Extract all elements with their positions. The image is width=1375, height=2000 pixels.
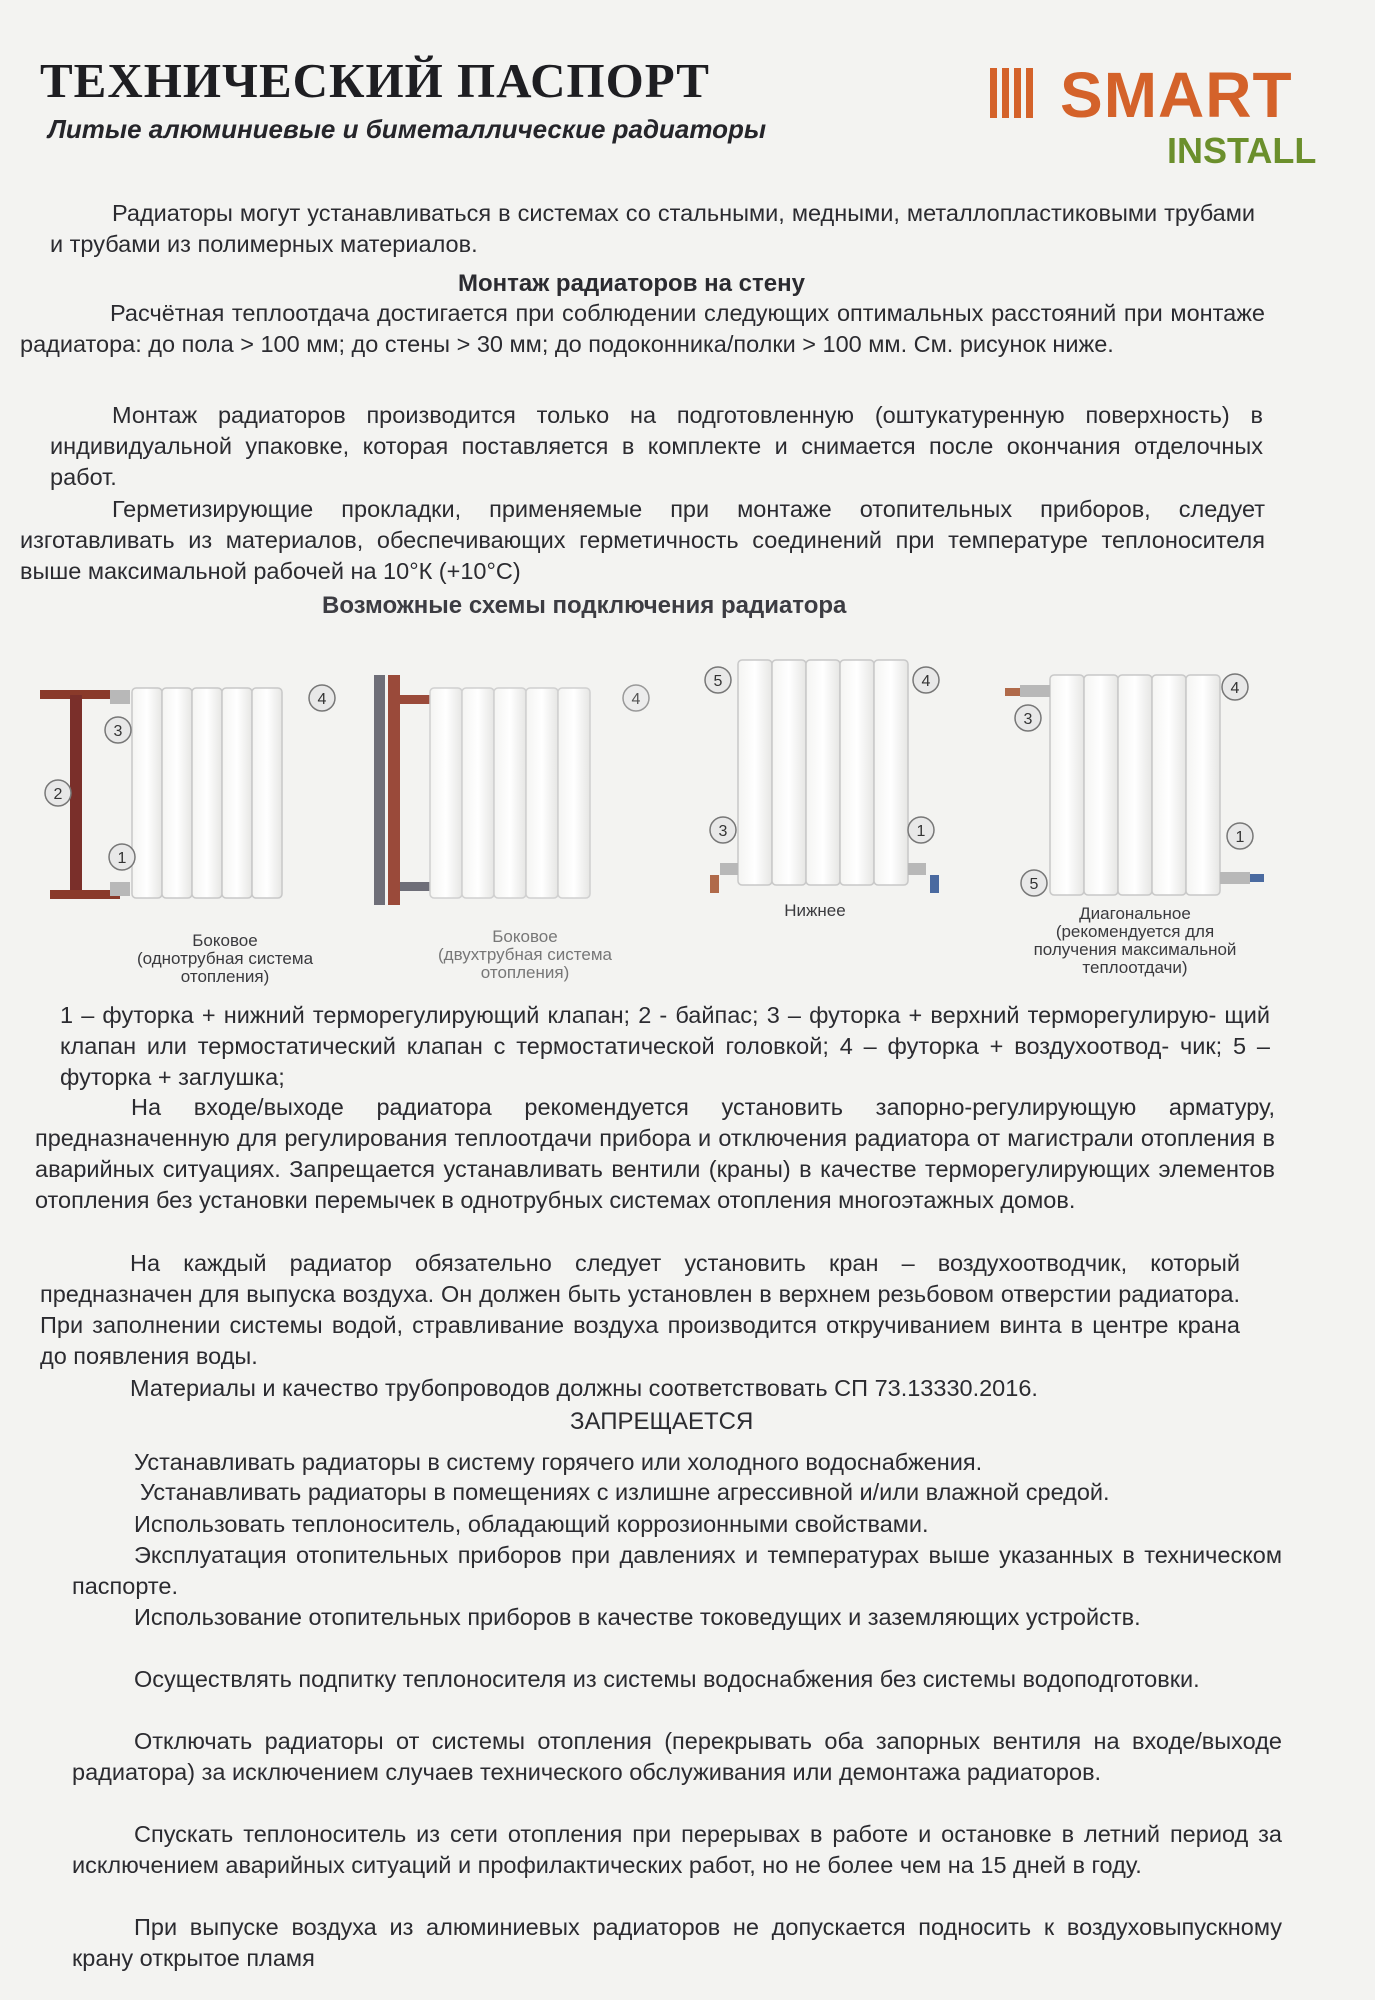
smart-install-logo <box>985 59 1317 171</box>
marker-2-icon <box>45 780 71 806</box>
prohibited-item-5: Использование отопительных приборов в качестве токоведущих и заземляющих устройств. <box>134 1604 1141 1630</box>
caption-line: Боковое <box>492 927 558 946</box>
svg-text:4: 4 <box>317 691 327 708</box>
mount-heading: Монтаж радиаторов на стену <box>458 270 805 297</box>
scheme-2-caption <box>405 928 645 982</box>
caption-line: (рекомендуется для <box>1055 922 1215 941</box>
caption-line: Боковое <box>192 931 258 950</box>
svg-text:1: 1 <box>1235 829 1245 846</box>
marker-1-icon <box>109 844 135 870</box>
mount-paragraph-3: Герметизирующие прокладки, применяемые при монтаже отопительных приборов, следует изготавливать из материалов, обеспечивающих герметичность соединений при температуре теплоносителя выше максимальной рабочей на 10°К (+10°С) <box>20 496 1265 584</box>
logo-bars-icon <box>990 68 1048 118</box>
marker-3-icon <box>1015 705 1041 731</box>
svg-text:3: 3 <box>1023 711 1033 728</box>
caption-line: получения максимальной <box>1033 940 1237 959</box>
svg-text:1: 1 <box>916 823 926 840</box>
svg-text:3: 3 <box>113 723 123 740</box>
marker-4-icon <box>309 685 335 711</box>
marker-4-icon <box>913 667 939 693</box>
mount-paragraph-1: Расчётная теплоотдача достигается при соблюдении следующих оптимальных расстояний при монтаже радиатора: до пола > 100 мм; до стены > 30 мм; до подоконника/полки > 100 мм. См. рисунок ниже. <box>20 300 1265 357</box>
caption-line: (двухтрубная система <box>438 945 612 964</box>
caption-line: (однотрубная система <box>136 949 314 968</box>
marker-1-icon <box>908 817 934 843</box>
marker-5-icon <box>705 667 731 693</box>
body-paragraph-3: Материалы и качество трубопроводов должны соответствовать СП 73.13330.2016. <box>130 1375 1038 1401</box>
scheme-1-caption <box>105 932 345 986</box>
svg-text:4: 4 <box>1230 680 1240 697</box>
scheme-side-double-pipe <box>374 675 649 905</box>
svg-text:3: 3 <box>718 823 728 840</box>
prohibited-item-3: Использовать теплоноситель, обладающий коррозионными свойствами. <box>134 1511 929 1537</box>
prohibited-item-9: При выпуске воздуха из алюминиевых радиаторов не допускается подносить к воздуховыпускному крану открытое пламя <box>72 1914 1282 1971</box>
scheme-4-caption <box>1000 905 1270 977</box>
prohibited-item-4: Эксплуатация отопительных приборов при давлениях и температурах выше указанных в техническом паспорте. <box>72 1542 1282 1599</box>
marker-1-icon <box>1227 823 1253 849</box>
intro-paragraph: Радиаторы могут устанавливаться в системах со стальными, медными, металлопластиковыми трубами и трубами из полимерных материалов. <box>50 200 1255 257</box>
scheme-3-caption <box>730 902 900 920</box>
prohibited-item-2: Устанавливать радиаторы в помещениях с излишне агрессивной и/или влажной средой. <box>140 1479 1110 1505</box>
prohibited-heading: ЗАПРЕЩАЕТСЯ <box>570 1408 754 1435</box>
caption-line: Диагональное <box>1079 904 1191 923</box>
body-paragraph-1: На входе/выходе радиатора рекомендуется установить запорно-регулирующую арматуру, предназначенную для регулирования теплоотдачи прибора и отключения радиатора от магистрали отопления в аварийных ситуациях. Запрещается устанавливать вентили (краны) в качестве терморегулирующих элементов отопления без установки перемычек в однотрубных системах отопления многоэтажных домов. <box>35 1094 1275 1213</box>
document-subtitle: Литые алюминиевые и биметаллические радиаторы <box>48 114 767 144</box>
caption-line: Нижнее <box>784 901 846 920</box>
svg-text:4: 4 <box>631 691 641 708</box>
scheme-side-single-pipe <box>40 685 335 899</box>
scheme-diagonal <box>1005 674 1264 896</box>
body-paragraph-2: На каждый радиатор обязательно следует установить кран – воздухоотводчик, который предназначен для выпуска воздуха. Он должен быть установлен в верхнем резьбовом отверстии радиатора. При заполнении системы водой, стравливание воздуха производится откручиванием винта в центре крана до появления воды. <box>40 1250 1240 1369</box>
svg-text:2: 2 <box>53 786 63 803</box>
prohibited-item-1: Устанавливать радиаторы в систему горячего или холодного водоснабжения. <box>134 1449 983 1475</box>
svg-text:5: 5 <box>713 673 723 690</box>
logo-smart-text: SMART <box>1060 59 1293 131</box>
svg-text:1: 1 <box>117 850 127 867</box>
marker-3-icon <box>105 717 131 743</box>
marker-5-icon <box>1021 870 1047 896</box>
document-title: ТЕХНИЧЕСКИЙ ПАСПОРТ <box>40 53 710 108</box>
logo-install-text: INSTALL <box>1167 130 1317 171</box>
mount-paragraph-2: Монтаж радиаторов производится только на подготовленную (оштукатуренную поверхность) в индивидуальной упаковке, которая поставляется в комплекте и снимается после окончания отделочных работ. <box>50 402 1263 490</box>
prohibited-item-8: Спускать теплоноситель из сети отопления при перерывах в работе и остановке в летний период за исключением аварийных ситуаций и профилактических работ, но не более чем на 15 дней в году. <box>72 1821 1282 1878</box>
prohibited-item-6: Осуществлять подпитку теплоносителя из системы водоснабжения без системы водоподготовки. <box>134 1666 1200 1692</box>
caption-line: отопления) <box>180 967 270 986</box>
svg-text:4: 4 <box>921 673 931 690</box>
scheme-bottom <box>705 660 939 893</box>
schemes-heading: Возможные схемы подключения радиатора <box>322 592 847 619</box>
prohibited-item-7: Отключать радиаторы от системы отопления (перекрывать оба запорных вентиля на входе/выходе радиатора) за исключением случаев технического обслуживания или демонтажа радиаторов. <box>72 1728 1282 1785</box>
marker-4-icon <box>1222 674 1248 700</box>
marker-4-icon <box>623 685 649 711</box>
legend-paragraph: 1 – футорка + нижний терморегулирующий клапан; 2 - байпас; 3 – футорка + верхний терморегулирую- щий клапан или термостатический клапан с термостатической головкой; 4 – футорка + воздухоотвод- чик; 5 – футорка + заглушка; <box>60 1002 1270 1090</box>
caption-line: теплоотдачи) <box>1082 958 1188 977</box>
caption-line: отопления) <box>480 963 570 982</box>
marker-3-icon <box>710 817 736 843</box>
svg-text:5: 5 <box>1029 876 1039 893</box>
